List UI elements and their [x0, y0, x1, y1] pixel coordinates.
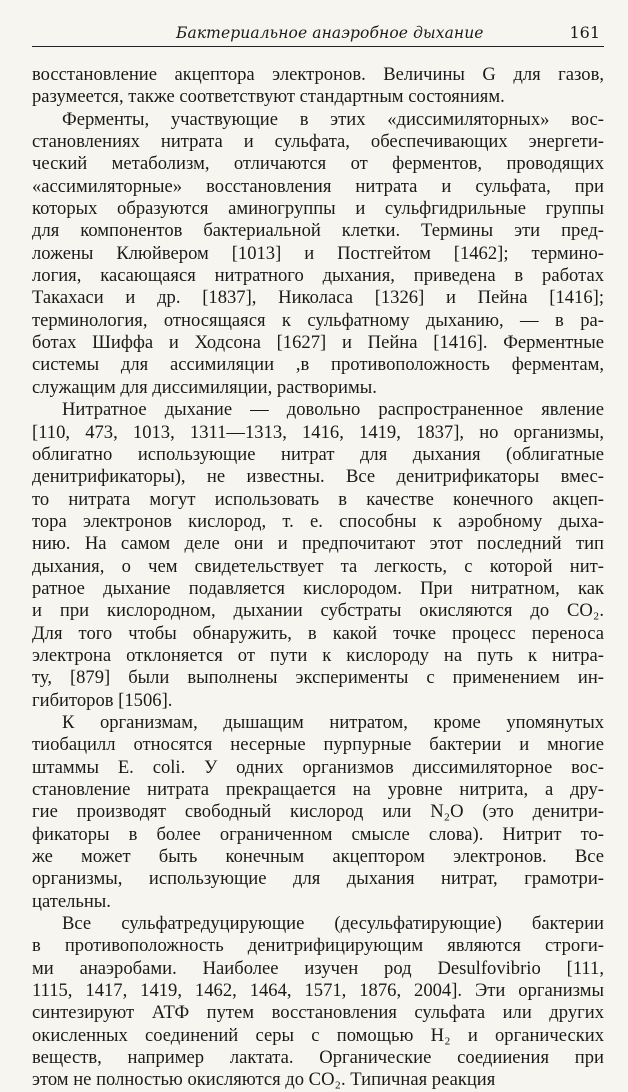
- text-line: Такахаси и др. [1837], Николаса [1326] и Пейна [1416];: [32, 287, 604, 309]
- text-line: этом не полностью окисляются до CO₂. Типичная реакция: [32, 1069, 496, 1091]
- text-line: же может быть конечным акцептором электронов. Все: [32, 846, 604, 868]
- text-line: системы для ассимиляции ,в противоположность ферментам,: [32, 354, 604, 376]
- text-line: Для того чтобы обнаружить, в какой точке процесс переноса: [32, 622, 604, 644]
- text-line: цательны.: [32, 890, 111, 912]
- text-line: для компонентов бактериальной клетки. Термины эти пред-: [32, 220, 604, 242]
- text-line: штаммы E. coli. У одних организмов диссимиляторное вос-: [32, 756, 604, 778]
- text-line: в противоположность денитрифицирующим являются строги-: [32, 935, 604, 957]
- text-line: гибиторов [1506].: [32, 689, 173, 711]
- text-line: логия, касающаяся нитратного дыхания, приведена в работах: [32, 265, 604, 287]
- text-line: электрона отклоняется от пути к кислороду на путь к нитра-: [32, 644, 604, 666]
- text-line: Ферменты, участвующие в этих «диссимиляторных» вос-: [62, 108, 604, 130]
- text-line: облигатно использующие нитрат для дыхания (облигатные: [32, 443, 604, 465]
- text-line: разумеется, также соответствуют стандартным состояниям.: [32, 86, 505, 108]
- text-line: К организмам, дышащим нитратом, кроме упомянутых: [62, 711, 604, 733]
- text-line: 1115, 1417, 1419, 1462, 1464, 1571, 1876, 2004]. Эти организмы: [32, 980, 604, 1002]
- text-line: восстановление акцептора электронов. Величины G для газов,: [32, 64, 604, 85]
- text-line: ми анаэробами. Наиболее изучен род Desulfovibrio [111,: [32, 957, 604, 979]
- paragraph: [32, 399, 604, 712]
- running-title: Бактериальное анаэробное дыхание: [176, 24, 484, 42]
- text-line: «ассимиляторные» восстановления нитрата и сульфата, при: [32, 175, 604, 197]
- paragraph: [32, 712, 604, 913]
- text-line: окисленных соединений серы с помощью H₂ и органических: [32, 1024, 604, 1046]
- text-line: тора электронов кислород, т. е. способны к аэробному дыха-: [32, 510, 604, 532]
- page-header: [32, 20, 604, 47]
- text-line: синтезируют АТФ путем восстановления сульфата или других: [32, 1002, 604, 1024]
- text-line: становление нитрата прекращается на уровне нитрита, а дру-: [32, 779, 604, 800]
- paragraph: [32, 913, 604, 1092]
- text-line: [110, 473, 1013, 1311—1313, 1416, 1419, 1837], но организмы,: [32, 421, 604, 443]
- text-line: ботах Шиффа и Ходсона [1627] и Пейна [1416]. Ферментные: [32, 332, 604, 354]
- text-line: и при кислородном, дыхании субстраты окисляются до CO₂.: [32, 600, 604, 622]
- text-line: которых образуются аминогруппы и сульфгидрильные группы: [32, 198, 604, 220]
- text-line: служащим для диссимиляции, растворимы.: [32, 376, 377, 398]
- text-line: Все сульфатредуцирующие (десульфатирующие) бактерии: [62, 913, 604, 935]
- text-line: гие производят свободный кислород или N₂O (это денитри-: [32, 801, 604, 823]
- text-line: тиобацилл относятся несерные пурпурные бактерии и многие: [32, 734, 604, 756]
- text-line: веществ, например лактата. Органические соедииения при: [32, 1047, 604, 1069]
- text-line: организмы, использующие для дыхания нитрат, грамотри-: [32, 868, 604, 890]
- text-line: ческий метаболизм, отличаются от ферментов, проводящих: [32, 153, 604, 175]
- text-line: ту, [879] были выполнены эксперименты с применением ин-: [32, 667, 604, 689]
- text-line: денитрификаторы), не известны. Все денитрификаторы вмес-: [32, 466, 604, 488]
- text-line: дыхания, о чем свидетельствует та легкость, с которой нит-: [32, 555, 604, 577]
- text-line: фикаторы в более ограниченном смысле слова). Нитрит то-: [32, 823, 604, 845]
- text-line: нию. На самом деле они и предпочитают этот последний тип: [32, 533, 604, 555]
- page-number: 161: [569, 23, 600, 42]
- text-line: терминология, относящаяся к сульфатному дыханию, — в ра-: [32, 309, 604, 331]
- text-line: Нитратное дыхание — довольно распространенное явление: [62, 399, 604, 421]
- text-line: становлениях нитрата и сульфата, обеспечивающих энергети-: [32, 131, 604, 153]
- paragraph: [32, 109, 604, 399]
- text-line: ратное дыхание подавляется кислородом. При нитратном, как: [32, 577, 604, 599]
- body-text: [32, 64, 604, 1092]
- text-line: ложены Клюйвером [1013] и Постгейтом [1462]; термино-: [32, 242, 604, 264]
- text-line: то нитрата могут использовать в качестве конечного акцеп-: [32, 488, 604, 510]
- paragraph: [32, 64, 604, 109]
